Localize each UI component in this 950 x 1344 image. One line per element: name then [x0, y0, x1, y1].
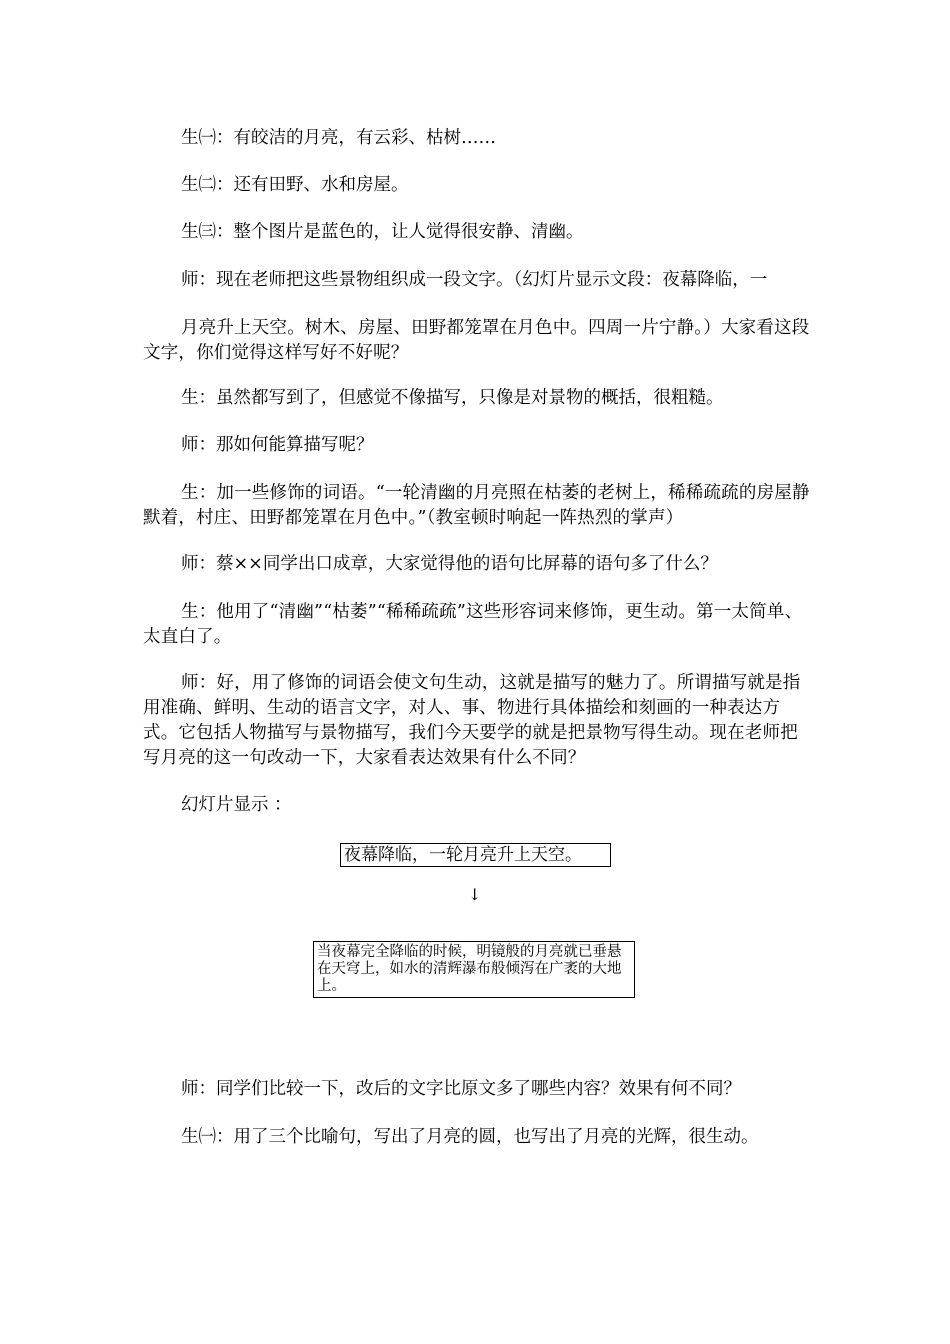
paragraph-teacher-intro: 师：现在老师把这些景物组织成一段文字。（幻灯片显示文段：夜幕降临，一 — [181, 270, 768, 290]
slide-revised-sentence: 当夜幕完全降临的时候，明镜般的月亮就已垂悬在天穹上，如水的清辉瀑布般倾泻在广袤的大地上。 — [313, 941, 635, 998]
paragraph-student-example: 生：加一些修饰的词语。“一轮清幽的月亮照在枯萎的老树上，稀稀疏疏的房屋静默着，村庄、田野都笼罩在月色中。”（教室顿时响起一阵热烈的掌声） — [143, 483, 810, 528]
paragraph-student-2: 生㈡：还有田野、水和房屋。 — [181, 175, 409, 195]
paragraph-teacher-compare: 师：同学们比较一下，改后的文字比原文多了哪些内容？效果有何不同？ — [181, 1079, 741, 1099]
paragraph-student-1: 生㈠：有皎洁的月亮，有云彩、枯树…… — [181, 128, 496, 148]
paragraph-teacher-definition: 师：好，用了修饰的词语会使文句生动，这就是描写的魅力了。所谓描写就是指用准确、鲜明、生动的语言文字，对人、事、物进行具体描绘和刻画的一种表达方式。它包括人物描写与景物描写，我们今天要学的就是把景物写得生动。现在老师把写月亮的这一句改动一下，大家看表达效果有什么不同？ — [143, 673, 801, 768]
paragraph-student-3: 生㈢：整个图片是蓝色的，让人觉得很安静、清幽。 — [181, 222, 584, 242]
paragraph-student-answer: 生㈠：用了三个比喻句，写出了月亮的圆，也写出了月亮的光辉，很生动。 — [181, 1127, 759, 1147]
paragraph-teacher-question: 师：那如何能算描写呢？ — [181, 435, 374, 455]
paragraph-slide-intro: 幻灯片显示 ： — [181, 795, 292, 815]
paragraph-student-reply: 生：虽然都写到了，但感觉不像描写，只像是对景物的概括，很粗糙。 — [181, 388, 724, 408]
down-arrow-icon: ↓ — [468, 885, 482, 904]
paragraph-student-analysis: 生：他用了“清幽”“枯萎”“稀稀疏疏”这些形容词来修饰，更生动。第一太简单、太直白了。 — [143, 602, 803, 647]
slide-original-sentence: 夜幕降临，一轮月亮升上天空。 — [340, 843, 611, 867]
paragraph-teacher-intro-cont: 月亮升上天空。树木、房屋、田野都笼罩在月色中。四周一片宁静。）大家看这段文字，你们觉得这样写好不好呢？ — [143, 318, 810, 363]
paragraph-teacher-comment: 师：蔡××同学出口成章，大家觉得他的语句比屏幕的语句多了什么？ — [181, 554, 718, 574]
